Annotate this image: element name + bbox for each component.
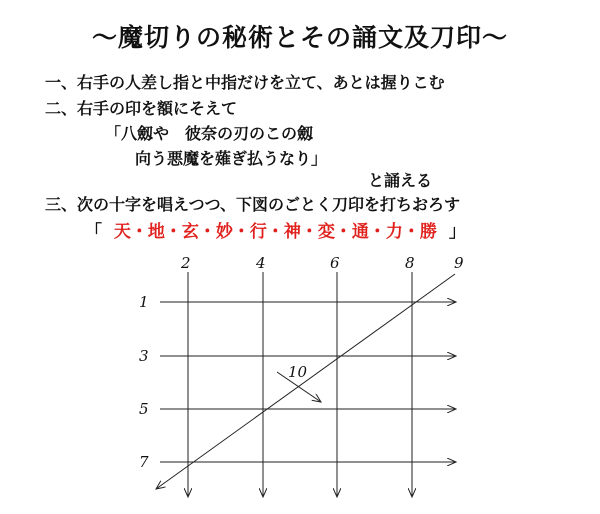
label-stroke-4: 4 <box>256 254 266 272</box>
chant-text: 天・地・玄・妙・行・神・変・通・力・勝 <box>113 222 437 242</box>
chant-close-bracket: 」 <box>448 222 466 242</box>
incantation-line-2: 向う悪魔を薙ぎ払うなり」 <box>135 149 328 168</box>
label-stroke-2: 2 <box>181 254 191 272</box>
label-stroke-9: 9 <box>454 254 464 272</box>
label-stroke-1: 1 <box>139 293 149 311</box>
page-title: ～魔切りの秘術とその誦文及刀印～ <box>91 23 508 52</box>
step-one: 一、右手の人差し指と中指だけを立て、あとは握りこむ <box>45 73 445 92</box>
label-stroke-5: 5 <box>139 400 149 418</box>
step-three: 三、次の十字を唱えつつ、下図のごとく刀印を打ちおろす <box>45 195 461 214</box>
recite-note: と誦える <box>368 171 433 190</box>
label-stroke-3: 3 <box>139 347 149 365</box>
chant-open-bracket: 「 <box>85 222 102 242</box>
label-stroke-10: 10 <box>288 363 308 381</box>
label-stroke-7: 7 <box>139 453 149 471</box>
incantation-line-1: 「八劔や 彼奈の刃のこの劔 <box>105 124 314 143</box>
label-stroke-6: 6 <box>330 254 340 272</box>
step-two: 二、右手の印を額にそえて <box>45 99 238 118</box>
label-stroke-8: 8 <box>405 254 415 272</box>
diagonal-stroke-9 <box>156 274 455 489</box>
